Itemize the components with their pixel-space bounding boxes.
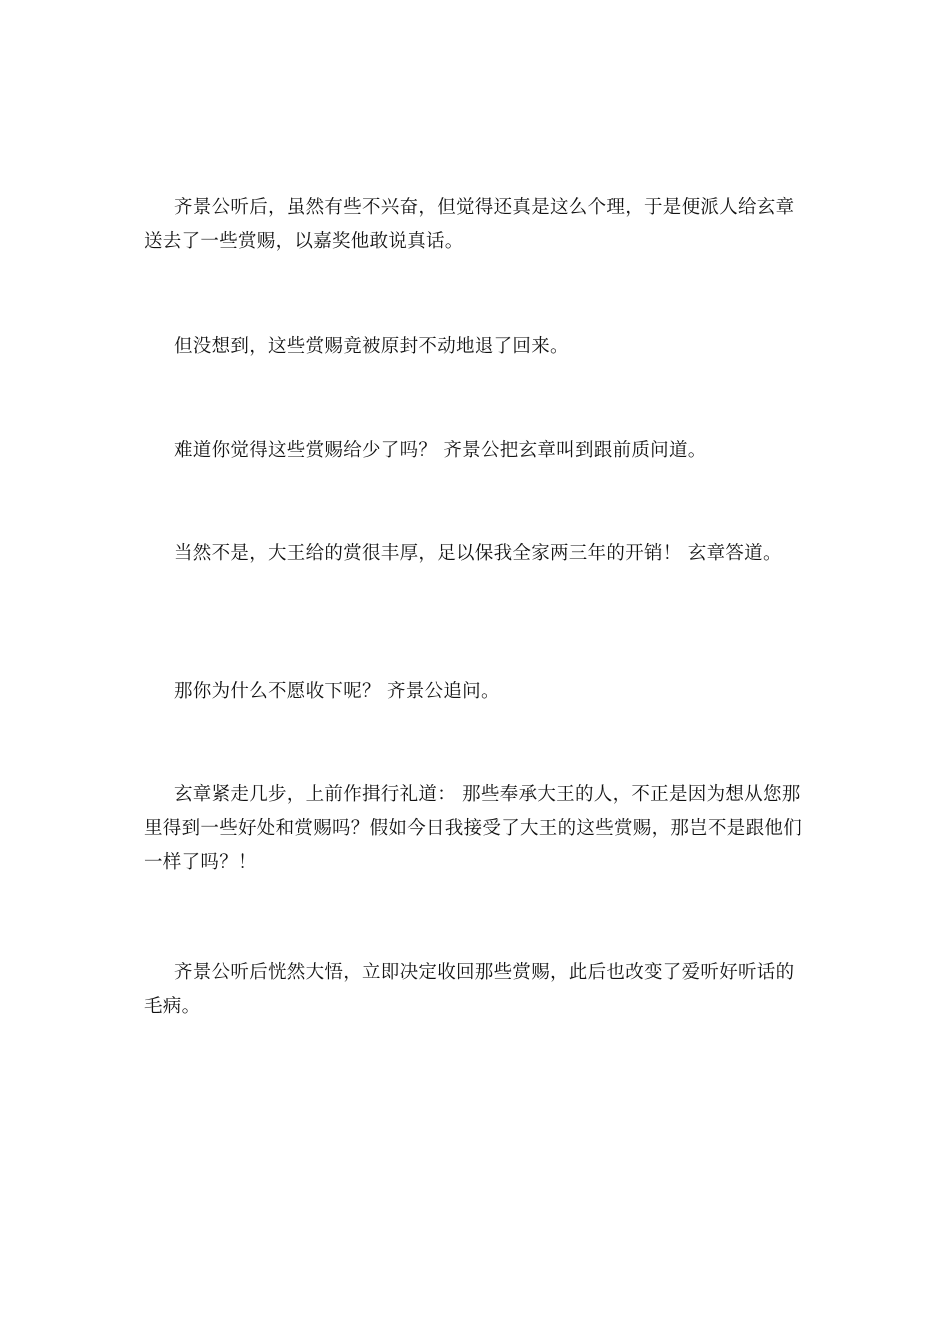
paragraph-6: 玄章紧走几步，上前作揖行礼道： 那些奉承大王的人，不正是因为想从您那里得到一些好处和赏赐吗？假如今日我接受了大王的这些赏赐，那岂不是跟他们一样了吗？！ bbox=[144, 784, 803, 873]
paragraph-3: 难道你觉得这些赏赐给少了吗？ 齐景公把玄章叫到跟前质问道。 bbox=[174, 440, 707, 461]
paragraph-5: 那你为什么不愿收下呢？ 齐景公追问。 bbox=[174, 681, 500, 702]
paragraph-1: 齐景公听后，虽然有些不兴奋，但觉得还真是这么个理，于是便派人给玄章送去了一些赏赐，以嘉奖他敢说真话。 bbox=[144, 197, 795, 252]
paragraph-7: 齐景公听后恍然大悟，立即决定收回那些赏赐，此后也改变了爱听好听话的毛病。 bbox=[144, 962, 795, 1017]
paragraph-4: 当然不是，大王给的赏很丰厚，足以保我全家两三年的开销！ 玄章答道。 bbox=[174, 543, 782, 564]
paragraph-2: 但没想到，这些赏赐竟被原封不动地退了回来。 bbox=[174, 336, 569, 357]
